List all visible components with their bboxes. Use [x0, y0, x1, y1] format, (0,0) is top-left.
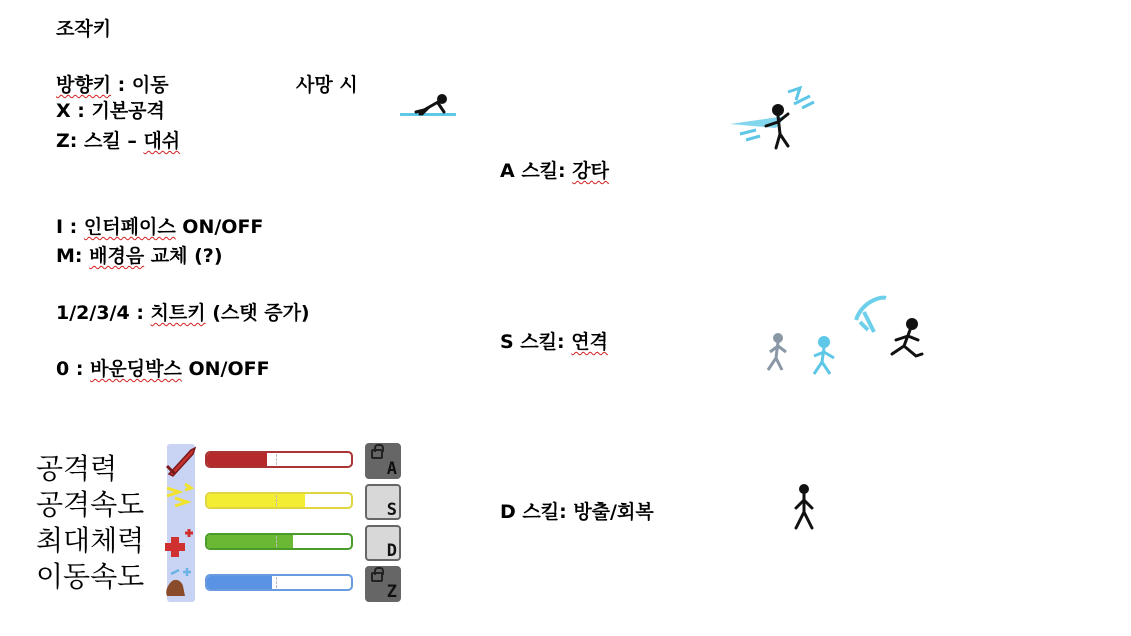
arrows-icon	[161, 480, 201, 514]
stat-bar-move-speed	[205, 574, 353, 591]
control-hitbox: 0 : 바운딩박스 ON/OFF	[56, 358, 270, 380]
lock-icon	[371, 449, 383, 459]
skill-slot-z[interactable]: Z	[365, 566, 401, 602]
stat-label-move-speed: 이동속도	[36, 560, 145, 593]
skill-d: D 스킬: 방출/회복	[500, 501, 654, 523]
stat-bar-fill	[207, 453, 267, 466]
skill-slot-a[interactable]: A	[365, 443, 401, 479]
control-cheat: 1/2/3/4 : 치트키 (스탯 증가)	[56, 302, 310, 324]
boot-icon	[161, 566, 201, 600]
skill-a: A 스킬: 강타	[500, 160, 609, 182]
stat-bar-fill	[207, 576, 272, 589]
stat-label-attack-speed: 공격속도	[36, 488, 145, 521]
stat-label-attack: 공격력	[36, 452, 118, 485]
skill-s-figure-icon	[756, 292, 932, 382]
death-label: 사망 시	[296, 74, 358, 96]
control-interface: I : 인터페이스 ON/OFF	[56, 216, 264, 238]
control-move-key: 방향키	[56, 74, 112, 96]
controls-title: 조작키	[56, 18, 112, 40]
stat-bar-fill	[207, 494, 305, 507]
control-skill-dash: Z: 스킬 – 대쉬	[56, 130, 181, 152]
skill-d-figure-icon	[788, 482, 824, 532]
control-attack: X : 기본공격	[56, 100, 165, 122]
red-cross-icon	[161, 527, 201, 561]
control-move: 방향키 : 이동	[56, 74, 169, 96]
skill-s: S 스킬: 연격	[500, 331, 608, 353]
skill-slot-s[interactable]: S	[365, 484, 401, 520]
control-music: M: 배경음 교체 (?)	[56, 245, 223, 267]
sword-icon	[161, 444, 201, 478]
stat-bar-max-hp	[205, 533, 353, 550]
control-move-action: 이동	[131, 74, 169, 96]
death-stickman-icon	[398, 88, 458, 118]
lock-icon	[371, 572, 383, 582]
stat-bar-fill	[207, 535, 293, 548]
stat-bar-attack	[205, 451, 353, 468]
stat-bar-attack-speed	[205, 492, 353, 509]
skill-a-figure-icon	[726, 84, 822, 154]
stat-label-max-hp: 최대체력	[36, 524, 145, 557]
skill-slot-d[interactable]: D	[365, 525, 401, 561]
